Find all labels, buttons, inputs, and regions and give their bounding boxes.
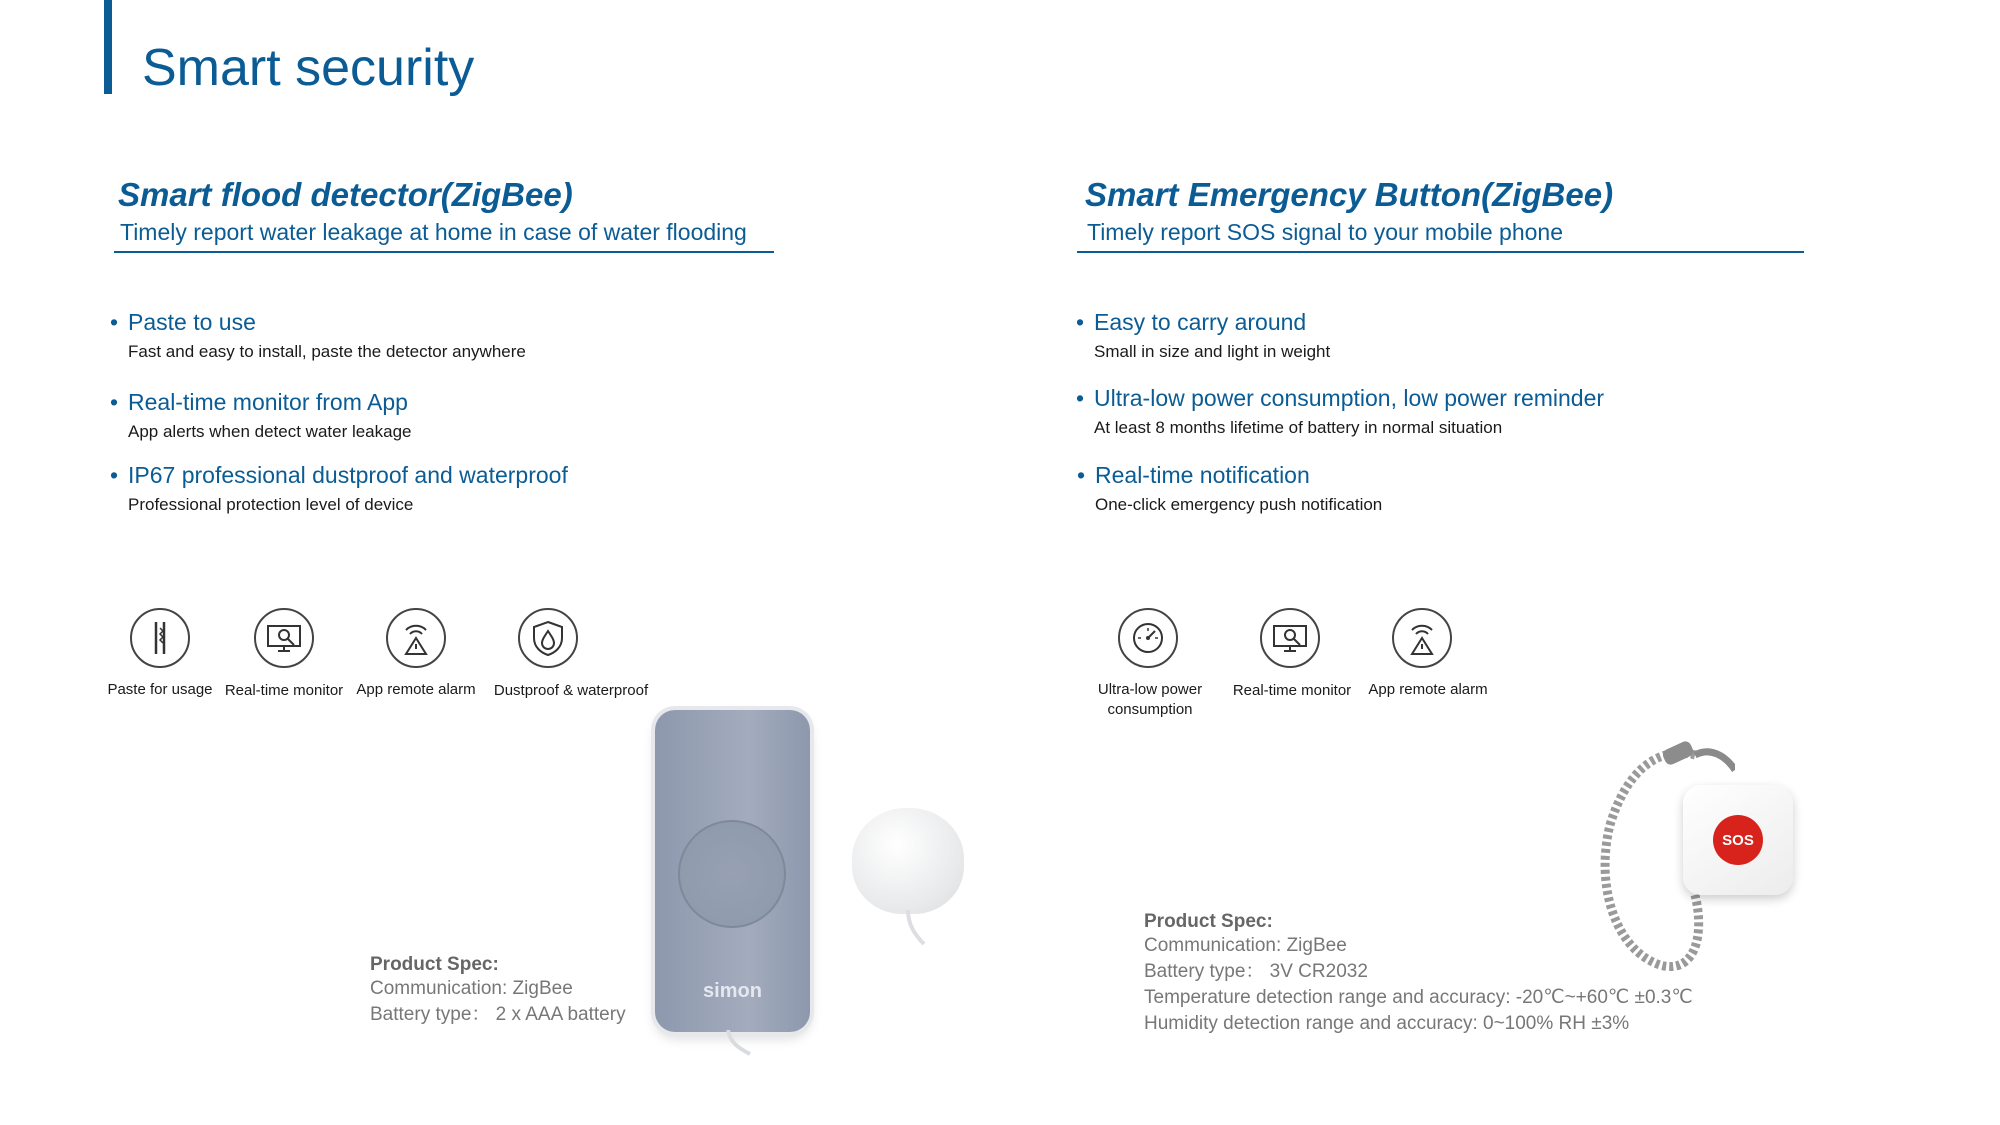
detector-cable <box>720 1030 760 1060</box>
flood-detector-spec <box>370 954 626 1028</box>
feature-desc: App alerts when detect water leakage <box>128 422 412 441</box>
monitor-icon <box>1260 608 1320 668</box>
icon-label: App remote alarm <box>1368 681 1488 698</box>
spec-line: Temperature detection range and accuracy: -20℃~+60℃ ±0.3℃ <box>1144 987 1693 1008</box>
feature-desc: One-click emergency push notification <box>1095 495 1383 514</box>
spec-label: Product Spec: <box>370 954 499 975</box>
emergency-button-rule <box>1077 251 1804 253</box>
icon-label: Real-time monitor <box>224 682 344 699</box>
icon-label: Dustproof & waterproof <box>493 682 649 699</box>
brand-logo: simon <box>703 980 762 1002</box>
emergency-button-subtitle: Timely report SOS signal to your mobile phone <box>1087 219 1563 245</box>
feature-item: • Real-time notification One-click emergency push notification <box>1077 462 1383 514</box>
feature-head: Paste to use <box>128 309 256 335</box>
emergency-button-title: Smart Emergency Button(ZigBee) <box>1085 176 1614 213</box>
spec-line: Communication: ZigBee <box>370 978 573 999</box>
sos-button-device <box>1683 785 1793 895</box>
icon-label: Real-time monitor <box>1232 682 1352 699</box>
accent-bar <box>104 0 112 94</box>
emergency-button-spec <box>1144 911 1693 1037</box>
flood-detector-image <box>655 710 810 1032</box>
icon-label: Paste for usage <box>107 681 213 698</box>
waterproof-icon <box>518 608 578 668</box>
spec-label: Product Spec: <box>1144 911 1273 932</box>
spec-line: Humidity detection range and accuracy: 0~100% RH ±3% <box>1144 1013 1630 1034</box>
feature-item: • Real-time monitor from App App alerts when detect water leakage <box>110 389 412 441</box>
feature-head: Ultra-low power consumption, low power reminder <box>1094 385 1605 411</box>
detector-sensor-button <box>678 820 786 928</box>
monitor-icon <box>254 608 314 668</box>
feature-desc: Professional protection level of device <box>128 495 414 514</box>
spec-line: Communication: ZigBee <box>1144 935 1347 956</box>
icon-label: App remote alarm <box>356 681 476 698</box>
spec-line: Battery type： 2 x AAA battery <box>370 1004 626 1025</box>
feature-head: IP67 professional dustproof and waterproof <box>128 462 568 488</box>
icon-label-line: consumption <box>1107 701 1193 718</box>
feature-desc: Small in size and light in weight <box>1094 342 1331 361</box>
feature-head: Real-time notification <box>1095 462 1310 488</box>
gauge-icon <box>1118 608 1178 668</box>
flood-probe-image <box>852 808 964 914</box>
icon-label-line: Ultra-low power <box>1097 681 1203 698</box>
alarm-icon <box>1392 608 1452 668</box>
spec-line: Battery type： 3V CR2032 <box>1144 961 1368 982</box>
flood-detector-title: Smart flood detector(ZigBee) <box>118 176 573 213</box>
feature-head: Real-time monitor from App <box>128 389 408 415</box>
probe-cable <box>900 910 940 950</box>
feature-desc: Fast and easy to install, paste the detector anywhere <box>128 342 526 361</box>
feature-desc: At least 8 months lifetime of battery in normal situation <box>1094 418 1503 437</box>
paste-icon <box>130 608 190 668</box>
feature-item: • Ultra-low power consumption, low power reminder At least 8 months lifetime of battery in normal situation <box>1076 385 1605 437</box>
flood-detector-subtitle: Timely report water leakage at home in case of water flooding <box>120 219 747 245</box>
sos-button: SOS <box>1713 815 1763 865</box>
feature-item: • IP67 professional dustproof and waterproof Professional protection level of device <box>110 462 568 514</box>
feature-head: Easy to carry around <box>1094 309 1307 335</box>
flood-detector-rule <box>114 251 774 253</box>
page-title: Smart security <box>142 39 475 97</box>
feature-item: • Paste to use Fast and easy to install, paste the detector anywhere <box>110 309 526 361</box>
feature-item: • Easy to carry around Small in size and light in weight <box>1076 309 1331 361</box>
alarm-icon <box>386 608 446 668</box>
